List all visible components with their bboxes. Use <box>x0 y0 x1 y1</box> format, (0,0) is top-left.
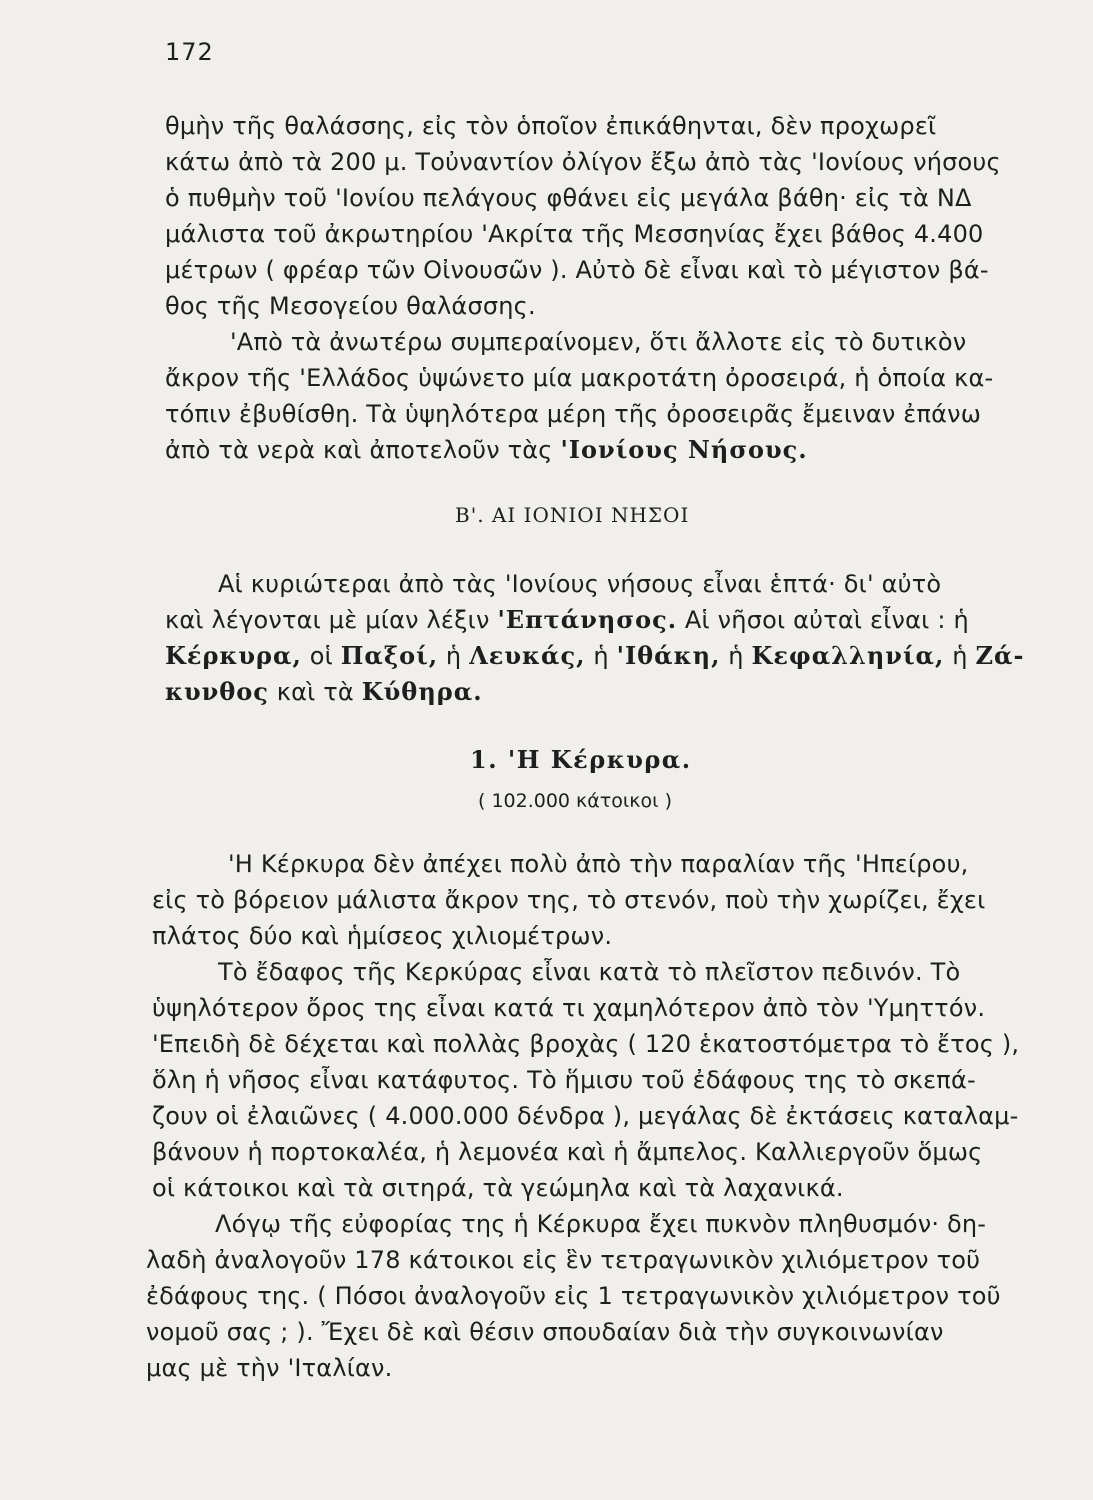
text-line: ἐδάφους της. ( Πόσοι ἀναλογοῦν εἰς 1 τετραγωνικὸν χιλιόμετρον τοῦ <box>146 1282 1001 1310</box>
text-line: πλάτος δύο καὶ ἡμίσεος χιλιομέτρων. <box>152 922 613 950</box>
text-line: 'Απὸ τὰ ἀνωτέρω συμπεραίνομεν, ὅτι ἄλλοτε εἰς τὸ δυτικὸν <box>230 328 967 356</box>
island-name: κυνθος <box>165 677 269 706</box>
text-line: βάνουν ἡ πορτοκαλέα, ἡ λεμονέα καὶ ἡ ἄμπελος. Καλλιεργοῦν ὅμως <box>152 1138 983 1166</box>
text-run: ἡ <box>952 642 968 670</box>
text-run: ἡ <box>728 642 744 670</box>
text-run: καὶ τὰ <box>276 678 354 706</box>
subheading-kerkyra: 1. 'Η Κέρκυρα. <box>470 745 692 774</box>
text-line: Λόγῳ τῆς εὐφορίας της ἡ Κέρκυρα ἔχει πυκνὸν πληθυσμόν· δη- <box>215 1210 987 1238</box>
island-name: Παξοί, <box>340 641 439 670</box>
text-line <box>165 674 483 710</box>
text-line <box>165 432 808 468</box>
text-run: ἡ <box>593 642 609 670</box>
text-run: ἡ <box>445 642 462 670</box>
page-number: 172 <box>165 38 214 66</box>
text-line: μάλιστα τοῦ ἀκρωτηρίου 'Ακρίτα τῆς Μεσσηνίας ἔχει βάθος 4.400 <box>165 220 984 248</box>
text-line: μας μὲ τὴν 'Ιταλίαν. <box>146 1354 393 1382</box>
island-name: Κεφαλληνία, <box>751 641 945 670</box>
text-line: θμὴν τῆς θαλάσσης, εἰς τὸν ὁποῖον ἐπικάθηνται, δὲν προχωρεῖ <box>165 112 937 140</box>
emphasis-eptanisos: 'Επτάνησος. <box>497 605 678 634</box>
text-line: ἄκρον τῆς 'Ελλάδος ὑψώνετο μία μακροτάτη ὀροσειρά, ἡ ὁποία κα- <box>165 364 994 392</box>
text-line: κάτω ἀπὸ τὰ 200 μ. Τοὐναντίον ὀλίγον ἔξω ἀπὸ τὰς 'Ιονίους νήσους <box>165 148 1001 176</box>
text-line: ζουν οἱ ἐλαιῶνες ( 4.000.000 δένδρα ), μεγάλας δὲ ἐκτάσεις καταλαμ- <box>152 1102 1019 1130</box>
text-run: καὶ λέγονται μὲ μίαν λέξιν <box>165 606 490 634</box>
text-run: Αἱ νῆσοι αὐταὶ εἶναι : ἡ <box>684 606 969 634</box>
emphasis-ionian-islands: 'Ιονίους Νήσους. <box>560 435 808 464</box>
text-line: εἰς τὸ βόρειον μάλιστα ἄκρον της, τὸ στενόν, ποὺ τὴν χωρίζει, ἔχει <box>152 886 986 914</box>
population-note: ( 102.000 κάτοικοι ) <box>478 790 672 812</box>
island-name: Λευκάς, <box>469 641 586 670</box>
text-run: οἱ <box>309 642 333 670</box>
island-name: Ζά- <box>975 641 1025 670</box>
text-line: 'Η Κέρκυρα δὲν ἀπέχει πολὺ ἀπὸ τὴν παραλίαν τῆς 'Ηπείρου, <box>228 850 969 878</box>
text-line: 'Επειδὴ δὲ δέχεται καὶ πολλὰς βροχὰς ( 120 ἑκατοστόμετρα τὸ ἔτος ), <box>152 1030 1020 1058</box>
text-line: Τὸ ἔδαφος τῆς Κερκύρας εἶναι κατὰ τὸ πλεῖστον πεδινόν. Τὸ <box>218 958 961 986</box>
text-line: ὑψηλότερον ὄρος της εἶναι κατά τι χαμηλότερον ἀπὸ τὸν 'Υμηττόν. <box>152 994 986 1022</box>
text-line: Αἱ κυριώτεραι ἀπὸ τὰς 'Ιονίους νήσους εἶναι ἑπτά· δι' αὐτὸ <box>218 570 942 598</box>
island-name: Κέρκυρα, <box>165 641 302 670</box>
text-line: τόπιν ἐβυθίσθη. Τὰ ὑψηλότερα μέρη τῆς ὀροσειρᾶς ἔμειναν ἐπάνω <box>165 400 982 428</box>
text-line: λαδὴ ἀναλογοῦν 178 κάτοικοι εἰς ἓν τετραγωνικὸν χιλιόμετρον τοῦ <box>146 1246 981 1274</box>
section-title: Β'. ΑΙ ΙΟΝΙΟΙ ΝΗΣΟΙ <box>455 503 690 527</box>
text-line: ὁ πυθμὴν τοῦ 'Ιονίου πελάγους φθάνει εἰς μεγάλα βάθη· εἰς τὰ ΝΔ <box>165 184 972 212</box>
island-name: 'Ιθάκη, <box>616 641 721 670</box>
text-line: ὅλη ἡ νῆσος εἶναι κατάφυτος. Τὸ ἥμισυ τοῦ ἐδάφους της τὸ σκεπά- <box>152 1066 976 1094</box>
text-line <box>165 638 1024 674</box>
text-line: νομοῦ σας ; ). Ἔχει δὲ καὶ θέσιν σπουδαίαν διὰ τὴν συγκοινωνίαν <box>146 1318 944 1346</box>
text-line <box>165 602 969 638</box>
island-name: Κύθηρα. <box>361 677 483 706</box>
text-line: οἱ κάτοικοι καὶ τὰ σιτηρά, τὰ γεώμηλα καὶ τὰ λαχανικά. <box>152 1174 844 1202</box>
text-line: μέτρων ( φρέαρ τῶν Οἰνουσῶν ). Αὐτὸ δὲ εἶναι καὶ τὸ μέγιστον βά- <box>165 256 989 284</box>
text-line: θος τῆς Μεσογείου θαλάσσης. <box>165 292 536 320</box>
text-run: ἀπὸ τὰ νερὰ καὶ ἀποτελοῦν τὰς <box>165 436 553 464</box>
